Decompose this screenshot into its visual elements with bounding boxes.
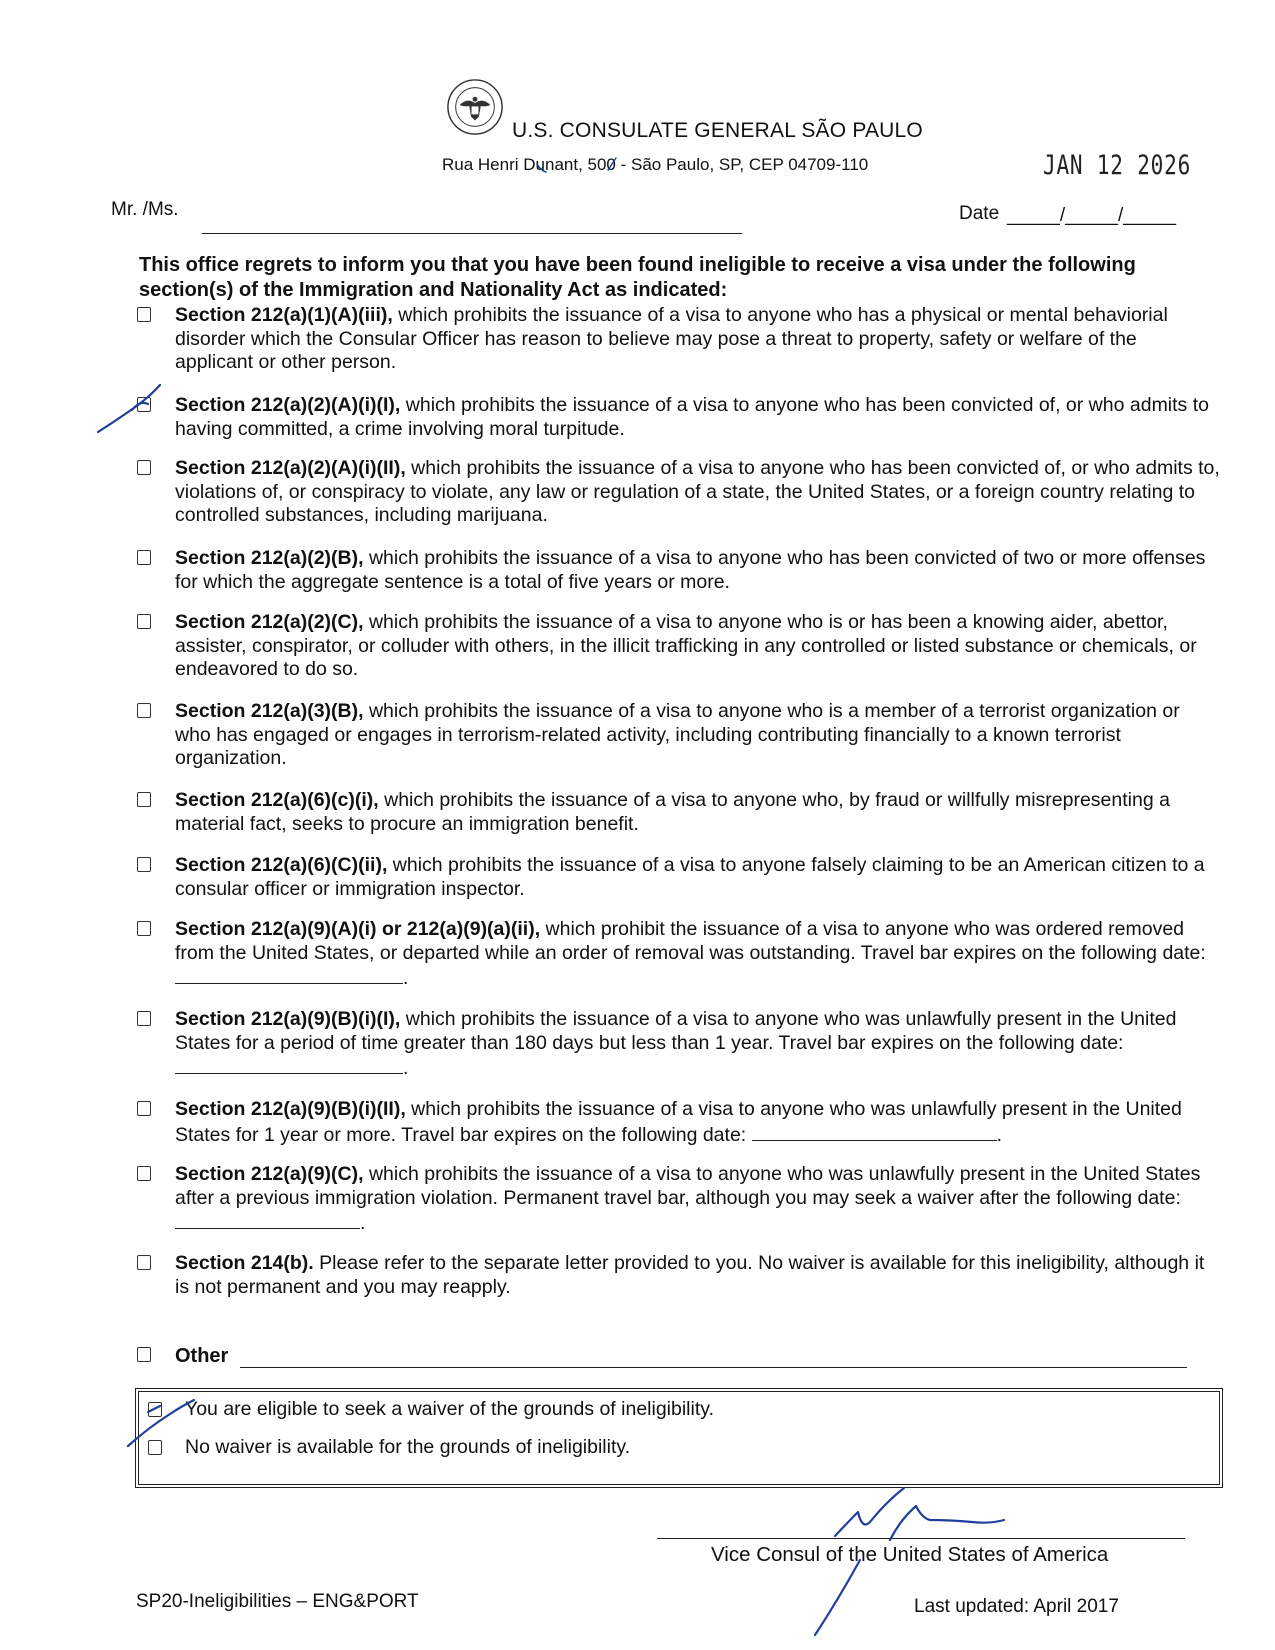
section-code: Section 214(b). [175,1252,314,1274]
section-code: Section 212(a)(9)(C), [175,1163,364,1185]
section-code: Section 212(a)(1)(A)(iii), [175,304,393,326]
section-item [175,547,1220,594]
section-text: which prohibits the issuance of a visa to anyone who was unlawfully present in the United States for a period of time greater than 180 days but less than 1 year. Travel bar expires on the following date: [175,1008,1177,1054]
signer-title: Vice Consul of the United States of America [711,1543,1109,1566]
travel-bar-date-field[interactable] [752,1122,997,1141]
section-checkbox[interactable] [137,460,151,475]
section-checkbox[interactable] [137,857,151,872]
other-label: Other [175,1345,229,1367]
section-text: which prohibits the issuance of a visa to anyone who has been convicted of two or more offenses for which the aggregate sentence is a total of five years or more. [175,547,1206,593]
section-text: which prohibits the issuance of a visa to anyone who is a member of a terrorist organization or who has engaged or engages in terrorism-related activity, including contributing financially to a known terrorist organization. [175,700,1180,769]
section-code: Section 212(a)(9)(A)(i) or 212(a)(9)(a)(ii), [175,918,541,940]
section-code: Section 212(a)(2)(C), [175,611,364,633]
consulate-seal-icon [446,78,504,136]
stamp-date: JAN 12 2026 [1043,150,1192,181]
section-text: which prohibits the issuance of a visa to anyone who has a physical or mental behaviorial disorder which the Consular Officer has reason to believe may pose a threat to property, safety or welfare of the applicant or other person. [175,304,1168,373]
section-checkbox[interactable] [137,792,151,807]
section-item [175,394,1220,441]
section-code: Section 212(a)(3)(B), [175,700,364,722]
section-text: which prohibit the issuance of a visa to anyone who was ordered removed from the United States, or departed while an order of removal was outstanding. Travel bar expires on the following date: [175,918,1206,964]
office-name: U.S. CONSULATE GENERAL SÃO PAULO [512,119,923,142]
section-checkbox[interactable] [137,1101,151,1116]
section-code: Section 212(a)(2)(B), [175,547,364,569]
section-item: Section 212(a)(9)(B)(i)(II), which prohibits the issuance of a visa to anyone who was unlawfully present in the United States for 1 year or more. Travel bar expires on the following date: . [175,1098,1182,1146]
section-code: Section 212(a)(9)(B)(i)(I), [175,1008,401,1030]
section-text: which prohibits the issuance of a visa to anyone who was unlawfully present in the United States for 1 year or more. Travel bar expires on the following date: [175,1098,1182,1146]
section-item [175,611,1220,682]
waiver-unavailable-text: No waiver is available for the grounds of ineligibility. [185,1436,631,1458]
intro-statement: This office regrets to inform you that you have been found ineligible to receive a visa under the following section(s) of the Immigration and Nationality Act as indicated: [139,254,1136,301]
last-updated: Last updated: April 2017 [914,1596,1119,1617]
section-text: which prohibits the issuance of a visa to anyone who has been convicted of, or who admits to having committed, a crime involving moral turpitude. [175,394,1209,440]
waiver-eligible-checkbox[interactable] [148,1402,162,1417]
section-item [175,700,1220,771]
section-item: Section 212(a)(9)(B)(i)(I), which prohibits the issuance of a visa to anyone who was unlawfully present in the United States for a period of time greater than 180 days but less than 1 year. Travel bar expires on the following date: . [175,1008,1177,1079]
section-checkbox[interactable] [137,307,151,322]
section-checkbox[interactable] [137,703,151,718]
section-item [175,457,1220,528]
travel-bar-date-field[interactable] [175,965,403,984]
section-item [175,1252,1220,1299]
section-code: Section 212(a)(2)(A)(i)(II), [175,457,406,479]
section-text: which prohibits the issuance of a visa to anyone who has been convicted of, or who admits to, violations of, or conspiracy to violate, any law or regulation of a state, the United States, or a foreign country relating to controlled substances, including marijuana. [175,457,1220,526]
signature-line [657,1538,1185,1539]
section-text: which prohibits the issuance of a visa to anyone who, by fraud or willfully misrepresenting a material fact, seeks to procure an immigration benefit. [175,789,1170,835]
date-field: _____/_____/_____ [1007,205,1177,226]
waiver-eligible-text: You are eligible to seek a waiver of the grounds of ineligibility. [185,1398,714,1420]
section-checkbox[interactable] [137,1255,151,1270]
section-item [175,854,1220,901]
section-text: Please refer to the separate letter provided to you. No waiver is available for this ineligibility, although it is not permanent and you may reapply. [175,1252,1205,1298]
section-code: Section 212(a)(2)(A)(i)(I), [175,394,401,416]
section-checkbox[interactable] [137,1166,151,1181]
section-code: Section 212(a)(6)(C)(ii), [175,854,388,876]
section-item [175,789,1220,836]
section-checkbox[interactable] [137,614,151,629]
section-checkbox[interactable] [137,921,151,936]
section-code: Section 212(a)(6)(c)(i), [175,789,379,811]
section-checkbox[interactable] [137,397,151,412]
waiver-date-field[interactable] [175,1210,360,1229]
waiver-unavailable-checkbox[interactable] [148,1440,162,1455]
office-address: Rua Henri Dunant, 500 - São Paulo, SP, CEP 04709-110 [442,155,869,174]
section-checkbox[interactable] [137,550,151,565]
section-item: Section 212(a)(9)(C), which prohibits the issuance of a visa to anyone who was unlawfully present in the United States after a previous immigration violation. Permanent travel bar, although you may seek a waiver after the following date: . [175,1163,1201,1234]
section-text: which prohibits the issuance of a visa to anyone who is or has been a knowing aider, abettor, assister, conspirator, or colluder with others, in the illicit trafficking in any controlled or listed substance or chemicals, or endeavored to do so. [175,611,1197,680]
signature [835,1488,1004,1540]
date-label: Date [959,203,1000,224]
section-item [175,304,1220,375]
other-field-line[interactable] [240,1367,1187,1368]
section-text: which prohibits the issuance of a visa to anyone who was unlawfully present in the United States after a previous immigration violation. Permanent travel bar, although you may seek a waiver after the following date: [175,1163,1201,1209]
salutation-label: Mr. /Ms. [111,199,179,220]
name-field-line [202,233,742,234]
travel-bar-date-field[interactable] [175,1055,403,1074]
form-id: SP20-Ineligibilities – ENG&PORT [136,1591,419,1612]
section-checkbox[interactable] [137,1011,151,1026]
signature-tail [815,1560,860,1635]
section-item: Section 212(a)(9)(A)(i) or 212(a)(9)(a)(ii), which prohibit the issuance of a visa to anyone who was ordered removed from the United States, or departed while an order of removal was outstanding. Travel bar expires on the following date: . [175,918,1206,989]
section-text: which prohibits the issuance of a visa to anyone falsely claiming to be an American citizen to a consular officer or immigration inspector. [175,854,1205,900]
other-checkbox[interactable] [137,1347,151,1362]
section-code: Section 212(a)(9)(B)(i)(II), [175,1098,406,1120]
